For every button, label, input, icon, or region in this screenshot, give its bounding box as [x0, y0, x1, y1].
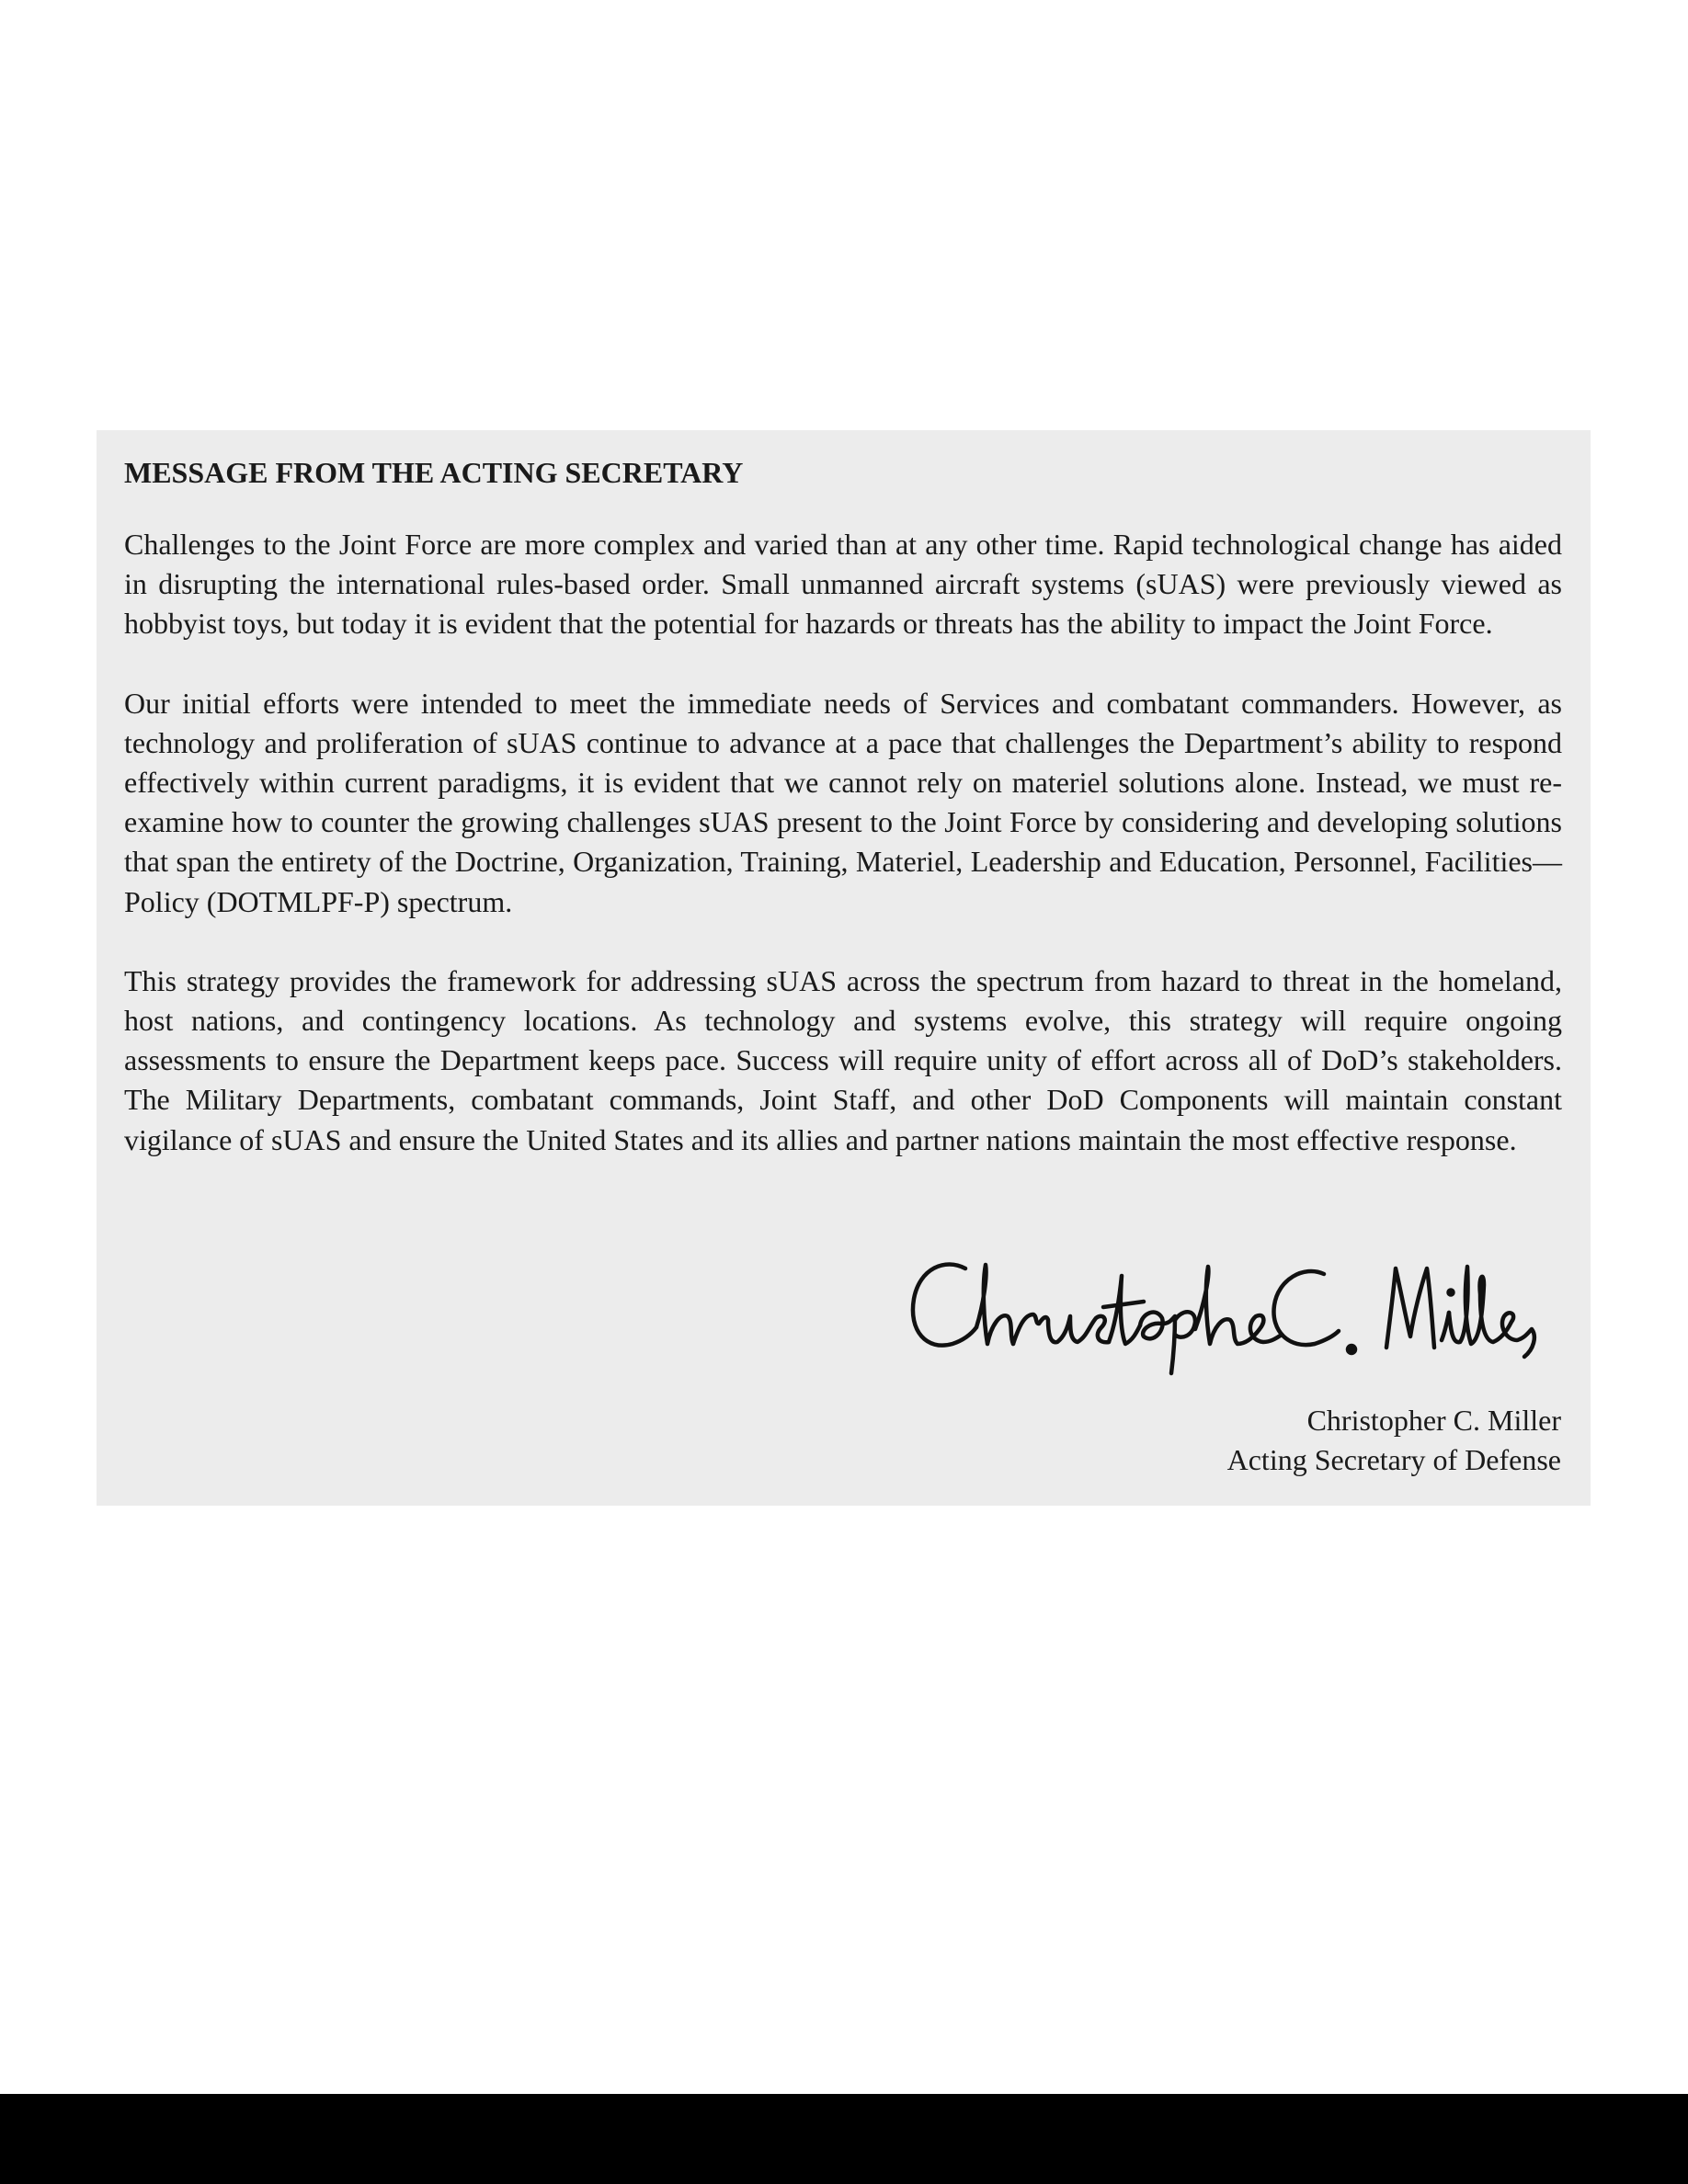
message-paragraph-2: Our initial efforts were intended to meet the immediate needs of Services and combatant commanders. However, as technology and proliferation of sUAS continue to advance at a pace that challenges the Department’s ability to respond effectively within current paradigms, it is evident that we cannot rely on materiel solutions alone. Instead, we must re-examine how to counter the growing challenges sUAS present to the Joint Force by considering and developing solutions that span the entirety of the Doctrine, Organization, Training, Materiel, Leadership and Education, Personnel, Facilities—Policy (DOTMLPF-P) spectrum. — [124, 686, 1562, 918]
signer-block — [1227, 1401, 1561, 1480]
handwritten-signature — [899, 1248, 1543, 1377]
message-heading: MESSAGE FROM THE ACTING SECRETARY — [124, 456, 744, 489]
bottom-black-bar — [0, 2094, 1688, 2184]
message-paragraph-1: Challenges to the Joint Force are more complex and varied than at any other time. Rapid technological change has aided in disrupting the international rules-based order. Small unmanned aircraft systems (sUAS) were previously viewed as hobbyist toys, but today it is evident that the potential for hazards or threats has the ability to impact the Joint Force. — [124, 528, 1562, 641]
signature-drawing — [899, 1248, 1543, 1377]
signer-name: Christopher C. Miller — [1306, 1404, 1561, 1437]
signer-title: Acting Secretary of Defense — [1226, 1443, 1561, 1476]
message-box — [97, 430, 1591, 1506]
message-paragraph-3: This strategy provides the framework for addressing sUAS across the spectrum from hazard to threat in the homeland, host nations, and contingency locations. As technology and systems evolve, this strategy will require ongoing assessments to ensure the Department keeps pace. Success will require unity of effort across all of DoD’s stakeholders. The Military Departments, combatant commands, Joint Staff, and other DoD Components will maintain constant vigilance of sUAS and ensure the United States and its allies and partner nations maintain the most effective response. — [124, 963, 1562, 1156]
